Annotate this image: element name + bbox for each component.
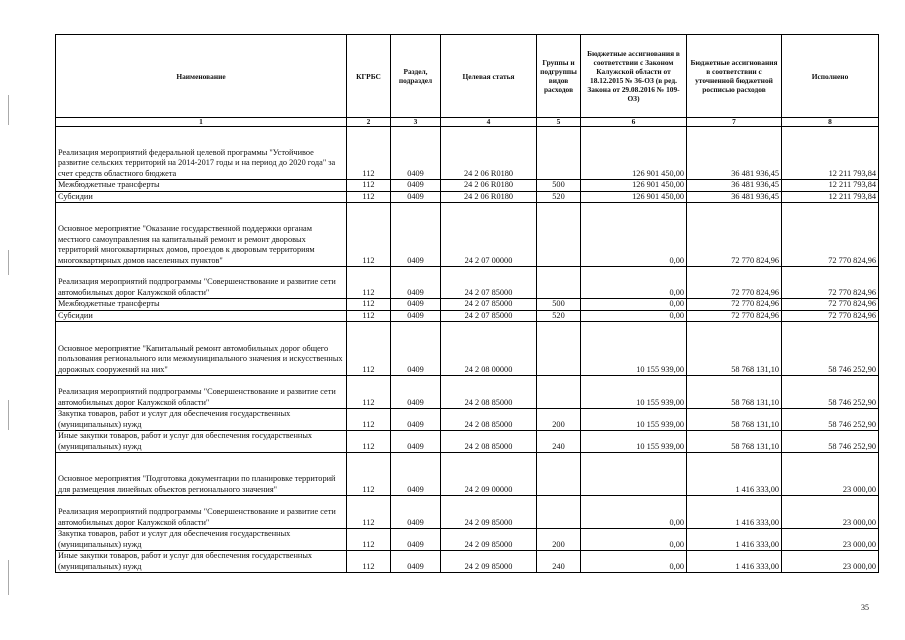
row-executed: 23 000,00	[782, 529, 879, 551]
row-refined-allocation: 36 481 936,45	[687, 127, 782, 180]
row-expense-group: 520	[537, 310, 581, 322]
row-law-allocation: 10 155 939,00	[581, 376, 687, 409]
row-kgrbs: 112	[347, 322, 391, 376]
scan-margin-mark	[8, 400, 9, 430]
row-target-article: 24 2 08 85000	[441, 409, 537, 431]
row-kgrbs: 112	[347, 127, 391, 180]
row-kgrbs: 112	[347, 453, 391, 496]
row-target-article: 24 2 07 85000	[441, 267, 537, 299]
row-law-allocation: 0,00	[581, 203, 687, 267]
row-law-allocation: 0,00	[581, 299, 687, 311]
row-expense-group: 520	[537, 191, 581, 203]
row-law-allocation: 0,00	[581, 267, 687, 299]
row-executed: 12 211 793,84	[782, 127, 879, 180]
row-target-article: 24 2 09 00000	[441, 453, 537, 496]
header-name: Наименование	[56, 35, 347, 118]
table-row	[56, 453, 879, 496]
header-kgrbs: КГРБС	[347, 35, 391, 118]
row-kgrbs: 112	[347, 496, 391, 529]
page-number: 35	[861, 603, 869, 612]
row-name: Основное мероприятия "Подготовка документации по планировке территорий для размещения линейных объектов регионального значения"	[56, 453, 347, 496]
row-kgrbs: 112	[347, 529, 391, 551]
row-name: Межбюджетные трансферты	[56, 180, 347, 192]
row-name: Реализация мероприятий федеральной целевой программы "Устойчивое развитие сельских территорий на 2014-2017 годы и на период до 2020 года" за счет средств областного бюджета	[56, 127, 347, 180]
table-row	[56, 322, 879, 376]
scan-margin-mark	[8, 560, 9, 595]
row-section: 0409	[391, 299, 441, 311]
row-law-allocation: 10 155 939,00	[581, 431, 687, 453]
row-kgrbs: 112	[347, 180, 391, 192]
row-section: 0409	[391, 203, 441, 267]
row-target-article: 24 2 07 00000	[441, 203, 537, 267]
row-executed: 72 770 824,96	[782, 267, 879, 299]
row-name: Основное мероприятие "Оказание государственной поддержки органам местного самоуправления на капитальный ремонт и ремонт дворовых территорий многоквартирных домов, проездов к дворовым территориям многоквартирных домов населенных пунктов"	[56, 203, 347, 267]
row-expense-group: 240	[537, 551, 581, 573]
scan-margin-mark	[8, 95, 9, 125]
row-section: 0409	[391, 551, 441, 573]
column-number-row	[56, 118, 879, 127]
row-kgrbs: 112	[347, 191, 391, 203]
column-number: 2	[347, 118, 391, 127]
row-refined-allocation: 58 768 131,10	[687, 431, 782, 453]
header-refined-allocations: Бюджетные ассигнования в соответствии с уточненной бюджетной росписью расходов	[687, 35, 782, 118]
row-section: 0409	[391, 496, 441, 529]
table-row	[56, 409, 879, 431]
row-expense-group	[537, 267, 581, 299]
row-executed: 58 746 252,90	[782, 376, 879, 409]
row-law-allocation: 0,00	[581, 551, 687, 573]
column-number: 3	[391, 118, 441, 127]
row-expense-group: 200	[537, 529, 581, 551]
row-kgrbs: 112	[347, 376, 391, 409]
row-executed: 58 746 252,90	[782, 431, 879, 453]
scan-margin-mark	[8, 250, 9, 275]
row-law-allocation	[581, 453, 687, 496]
table-row	[56, 529, 879, 551]
row-executed: 58 746 252,90	[782, 409, 879, 431]
row-refined-allocation: 1 416 333,00	[687, 529, 782, 551]
row-expense-group: 500	[537, 299, 581, 311]
table-row	[56, 496, 879, 529]
row-name: Реализация мероприятий подпрограммы "Совершенствование и развитие сети автомобильных дорог Калужской области"	[56, 376, 347, 409]
row-law-allocation: 0,00	[581, 529, 687, 551]
row-name: Иные закупки товаров, работ и услуг для обеспечения государственных (муниципальных) нужд	[56, 551, 347, 573]
column-number: 5	[537, 118, 581, 127]
column-number: 6	[581, 118, 687, 127]
row-section: 0409	[391, 180, 441, 192]
row-section: 0409	[391, 310, 441, 322]
row-section: 0409	[391, 431, 441, 453]
row-target-article: 24 2 06 R0180	[441, 127, 537, 180]
row-name: Иные закупки товаров, работ и услуг для обеспечения государственных (муниципальных) нужд	[56, 431, 347, 453]
header-expense-group: Группы и подгруппы видов расходов	[537, 35, 581, 118]
row-target-article: 24 2 07 85000	[441, 299, 537, 311]
row-kgrbs: 112	[347, 203, 391, 267]
column-number: 7	[687, 118, 782, 127]
row-expense-group	[537, 203, 581, 267]
row-target-article: 24 2 08 85000	[441, 376, 537, 409]
row-target-article: 24 2 07 85000	[441, 310, 537, 322]
row-expense-group: 500	[537, 180, 581, 192]
row-refined-allocation: 1 416 333,00	[687, 453, 782, 496]
row-kgrbs: 112	[347, 310, 391, 322]
row-expense-group	[537, 453, 581, 496]
column-number: 1	[56, 118, 347, 127]
row-law-allocation: 0,00	[581, 310, 687, 322]
row-refined-allocation: 1 416 333,00	[687, 496, 782, 529]
row-kgrbs: 112	[347, 431, 391, 453]
row-refined-allocation: 72 770 824,96	[687, 267, 782, 299]
header-section: Раздел, подраздел	[391, 35, 441, 118]
row-executed: 23 000,00	[782, 453, 879, 496]
row-target-article: 24 2 08 00000	[441, 322, 537, 376]
row-executed: 72 770 824,96	[782, 299, 879, 311]
row-kgrbs: 112	[347, 551, 391, 573]
budget-table	[55, 34, 879, 573]
row-executed: 23 000,00	[782, 496, 879, 529]
row-name: Субсидии	[56, 310, 347, 322]
row-target-article: 24 2 09 85000	[441, 529, 537, 551]
table-row	[56, 551, 879, 573]
table-row	[56, 310, 879, 322]
row-expense-group: 200	[537, 409, 581, 431]
table-row	[56, 180, 879, 192]
row-refined-allocation: 72 770 824,96	[687, 310, 782, 322]
row-section: 0409	[391, 409, 441, 431]
row-executed: 72 770 824,96	[782, 310, 879, 322]
row-expense-group	[537, 496, 581, 529]
table-row	[56, 376, 879, 409]
row-executed: 12 211 793,84	[782, 180, 879, 192]
row-section: 0409	[391, 322, 441, 376]
row-section: 0409	[391, 453, 441, 496]
row-target-article: 24 2 09 85000	[441, 496, 537, 529]
row-kgrbs: 112	[347, 267, 391, 299]
row-section: 0409	[391, 191, 441, 203]
table-row	[56, 431, 879, 453]
row-name: Реализация мероприятий подпрограммы "Совершенствование и развитие сети автомобильных дорог Калужской области"	[56, 496, 347, 529]
column-number: 4	[441, 118, 537, 127]
row-target-article: 24 2 06 R0180	[441, 180, 537, 192]
row-executed: 72 770 824,96	[782, 203, 879, 267]
row-law-allocation: 126 901 450,00	[581, 180, 687, 192]
header-law-allocations: Бюджетные ассигнования в соответствии с Законом Калужской области от 18.12.2015 № 36-ОЗ (в ред. Закона от 29.08.2016 № 109-ОЗ)	[581, 35, 687, 118]
row-name: Основное мероприятие "Капитальный ремонт автомобильных дорог общего пользования регионального или межмуниципального значения и искусственных дорожных сооружений на них"	[56, 322, 347, 376]
table-row	[56, 299, 879, 311]
row-law-allocation: 10 155 939,00	[581, 409, 687, 431]
row-refined-allocation: 72 770 824,96	[687, 299, 782, 311]
row-kgrbs: 112	[347, 299, 391, 311]
row-name: Межбюджетные трансферты	[56, 299, 347, 311]
row-law-allocation: 0,00	[581, 496, 687, 529]
table-row	[56, 127, 879, 180]
table-row	[56, 191, 879, 203]
row-refined-allocation: 36 481 936,45	[687, 180, 782, 192]
header-target-article: Целевая статья	[441, 35, 537, 118]
row-refined-allocation: 58 768 131,10	[687, 376, 782, 409]
row-law-allocation: 126 901 450,00	[581, 191, 687, 203]
row-expense-group	[537, 322, 581, 376]
row-executed: 58 746 252,90	[782, 322, 879, 376]
row-name: Закупка товаров, работ и услуг для обеспечения государственных (муниципальных) нужд	[56, 529, 347, 551]
row-executed: 12 211 793,84	[782, 191, 879, 203]
row-section: 0409	[391, 376, 441, 409]
header-executed: Исполнено	[782, 35, 879, 118]
row-section: 0409	[391, 127, 441, 180]
row-expense-group	[537, 127, 581, 180]
row-section: 0409	[391, 529, 441, 551]
row-refined-allocation: 58 768 131,10	[687, 409, 782, 431]
table-header-row	[56, 35, 879, 118]
row-target-article: 24 2 08 85000	[441, 431, 537, 453]
row-section: 0409	[391, 267, 441, 299]
row-name: Реализация мероприятий подпрограммы "Совершенствование и развитие сети автомобильных дорог Калужской области"	[56, 267, 347, 299]
row-expense-group: 240	[537, 431, 581, 453]
row-refined-allocation: 72 770 824,96	[687, 203, 782, 267]
row-name: Субсидии	[56, 191, 347, 203]
column-number: 8	[782, 118, 879, 127]
row-expense-group	[537, 376, 581, 409]
row-name: Закупка товаров, работ и услуг для обеспечения государственных (муниципальных) нужд	[56, 409, 347, 431]
row-refined-allocation: 36 481 936,45	[687, 191, 782, 203]
row-refined-allocation: 1 416 333,00	[687, 551, 782, 573]
row-law-allocation: 10 155 939,00	[581, 322, 687, 376]
row-refined-allocation: 58 768 131,10	[687, 322, 782, 376]
row-target-article: 24 2 06 R0180	[441, 191, 537, 203]
table-row	[56, 267, 879, 299]
row-kgrbs: 112	[347, 409, 391, 431]
row-executed: 23 000,00	[782, 551, 879, 573]
row-law-allocation: 126 901 450,00	[581, 127, 687, 180]
row-target-article: 24 2 09 85000	[441, 551, 537, 573]
table-row	[56, 203, 879, 267]
